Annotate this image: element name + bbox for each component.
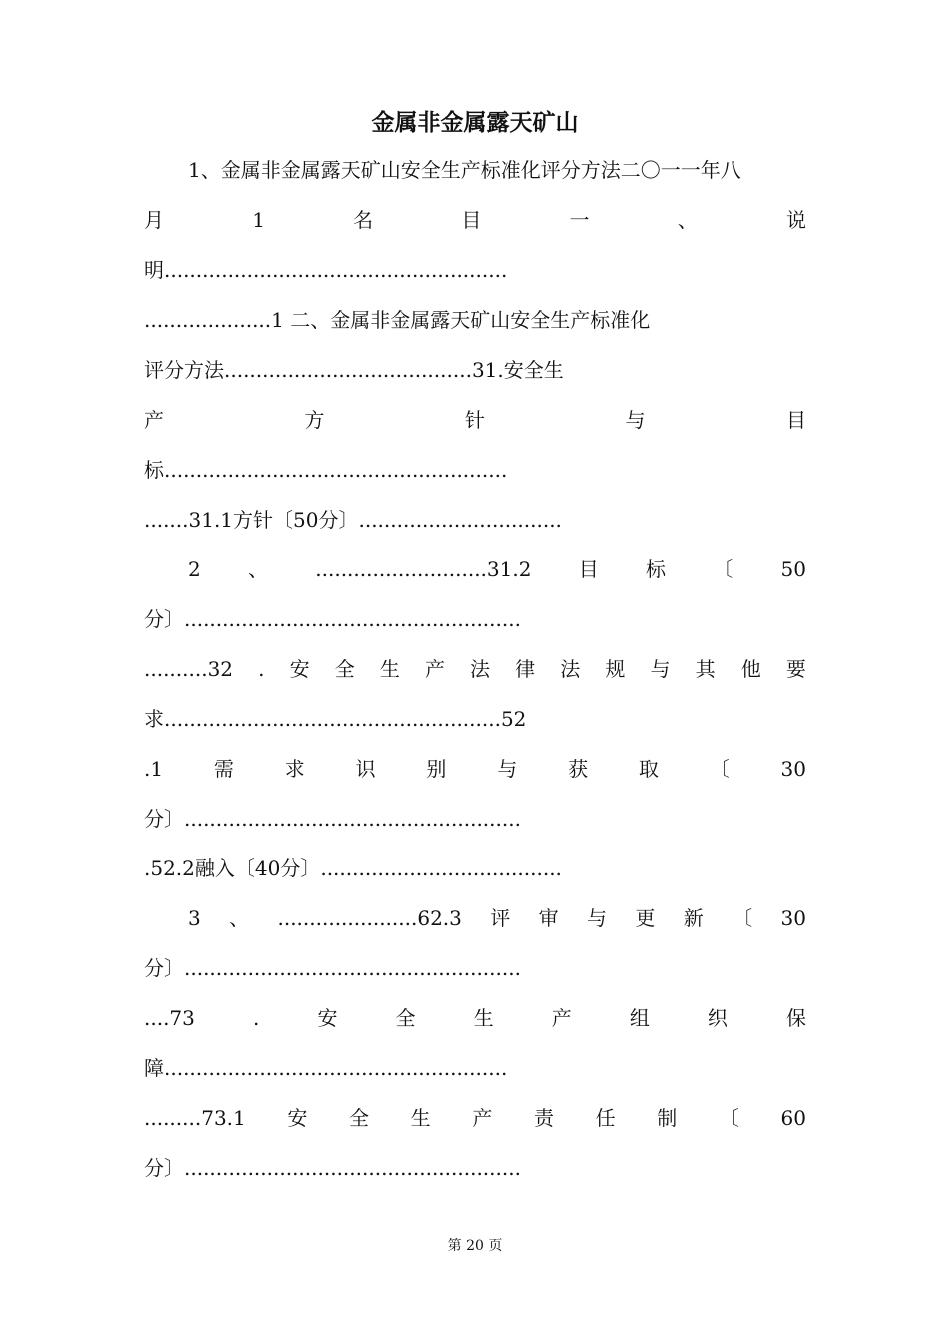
text-token: 规 (605, 657, 626, 681)
text-line (188, 903, 806, 933)
text-token: 针 (465, 408, 485, 432)
text-token: 法 (560, 657, 581, 681)
text-token: 月 (144, 208, 164, 232)
text-token: 安 (317, 1006, 338, 1030)
text-token: ....73 (144, 1006, 195, 1030)
text-token: 30 (780, 757, 806, 781)
text-token: 50 (780, 557, 806, 581)
text-token: 安 (287, 1106, 308, 1130)
text-token: 1、金属非金属露天矿山安全生产标准化评分方法二〇一一年八 (188, 158, 741, 182)
text-token: 2 (188, 557, 201, 581)
text-token: 〔 (713, 557, 734, 581)
text-line (144, 1053, 806, 1083)
text-token: ......................62.3 (277, 906, 462, 930)
text-line (144, 953, 806, 983)
text-token: 〔 (718, 1106, 739, 1130)
text-line (144, 305, 806, 335)
text-token: 新 (683, 906, 704, 930)
text-token: 更 (635, 906, 656, 930)
text-token: 与 (587, 906, 608, 930)
text-token: 、 (677, 208, 698, 232)
text-token: 生 (473, 1006, 494, 1030)
text-line (144, 754, 806, 784)
text-line (144, 255, 806, 285)
text-token: 〔 (732, 906, 753, 930)
text-token: .......31.1方针〔50分〕................................ (144, 508, 562, 532)
text-line (188, 554, 806, 584)
text-line (144, 704, 806, 734)
text-token: 与 (650, 657, 671, 681)
text-token: .........73.1 (144, 1106, 246, 1130)
text-line (144, 455, 806, 485)
text-token: 评分方法.......................................31.安全生 (144, 358, 564, 382)
text-token: 法 (470, 657, 491, 681)
text-token: 标...................................................... (144, 458, 508, 482)
text-token: ..........32 (144, 657, 234, 681)
text-token: 产 (472, 1106, 493, 1130)
text-token: 审 (538, 906, 559, 930)
text-token: 1 (252, 208, 265, 232)
text-token: 别 (426, 757, 447, 781)
text-token: 、 (229, 906, 250, 930)
text-line (188, 155, 806, 185)
text-token: 获 (568, 757, 589, 781)
text-token: 全 (334, 657, 355, 681)
text-token: ...........................31.2 (315, 557, 532, 581)
text-token: .52.2融入〔40分〕...................................... (144, 856, 562, 880)
text-token: ....................1 二、金属非金属露天矿山安全生产标准化 (144, 308, 651, 332)
text-token: 需 (213, 757, 234, 781)
text-token: 方 (304, 408, 325, 432)
text-line (144, 405, 806, 435)
text-token: 分〕..................................................... (144, 1156, 521, 1180)
text-line (144, 1153, 806, 1183)
text-token: 织 (707, 1006, 728, 1030)
text-token: 分〕..................................................... (144, 956, 521, 980)
text-token: . (258, 657, 265, 681)
text-token: 说 (785, 208, 806, 232)
text-token: 与 (497, 757, 518, 781)
text-token: 产 (144, 408, 164, 432)
text-token: 生 (379, 657, 400, 681)
text-token: 求 (284, 757, 305, 781)
text-token: 产 (551, 1006, 572, 1030)
document-title: 金属非金属露天矿山 (371, 110, 579, 136)
text-line (144, 1003, 806, 1033)
text-token: 60 (780, 1106, 806, 1130)
text-line (144, 853, 816, 883)
text-token: 目 (578, 557, 599, 581)
text-token: 律 (515, 657, 536, 681)
text-token: 组 (629, 1006, 650, 1030)
text-token: 分〕..................................................... (144, 607, 521, 631)
text-token: 制 (657, 1106, 678, 1130)
text-line (144, 355, 806, 385)
page-number: 第 20 页 (447, 1238, 503, 1254)
text-token: 、 (248, 557, 268, 581)
text-token: 分〕..................................................... (144, 807, 521, 831)
text-line (144, 804, 806, 834)
text-line (144, 505, 806, 535)
text-token: 要 (785, 657, 806, 681)
text-token: 任 (595, 1106, 616, 1130)
text-line (144, 604, 806, 634)
text-token: 目 (461, 208, 482, 232)
text-token: 一 (569, 208, 590, 232)
text-token: 识 (355, 757, 376, 781)
text-token: 标 (645, 557, 666, 581)
text-token: 全 (349, 1106, 370, 1130)
text-token: 生 (410, 1106, 431, 1130)
text-token: 保 (786, 1006, 806, 1030)
text-token: 产 (424, 657, 445, 681)
text-line (144, 205, 806, 235)
text-token: 求.....................................................52 (144, 707, 527, 731)
text-token: 全 (395, 1006, 416, 1030)
text-token: .1 (144, 757, 164, 781)
text-token: 其 (695, 657, 716, 681)
text-token: 与 (625, 408, 646, 432)
text-token: 名 (353, 208, 374, 232)
text-token: 责 (533, 1106, 554, 1130)
text-token: 明...................................................... (144, 258, 508, 282)
text-line (144, 1103, 806, 1133)
text-line (144, 654, 806, 684)
text-token: 评 (490, 906, 511, 930)
text-token: 安 (289, 657, 310, 681)
text-token: . (252, 1006, 260, 1030)
text-token: 〔 (709, 757, 730, 781)
text-token: 障...................................................... (144, 1056, 508, 1080)
text-token: 他 (740, 657, 761, 681)
text-token: 目 (786, 408, 806, 432)
text-token: 3 (188, 906, 201, 930)
text-token: 取 (638, 757, 659, 781)
text-token: 30 (780, 906, 806, 930)
